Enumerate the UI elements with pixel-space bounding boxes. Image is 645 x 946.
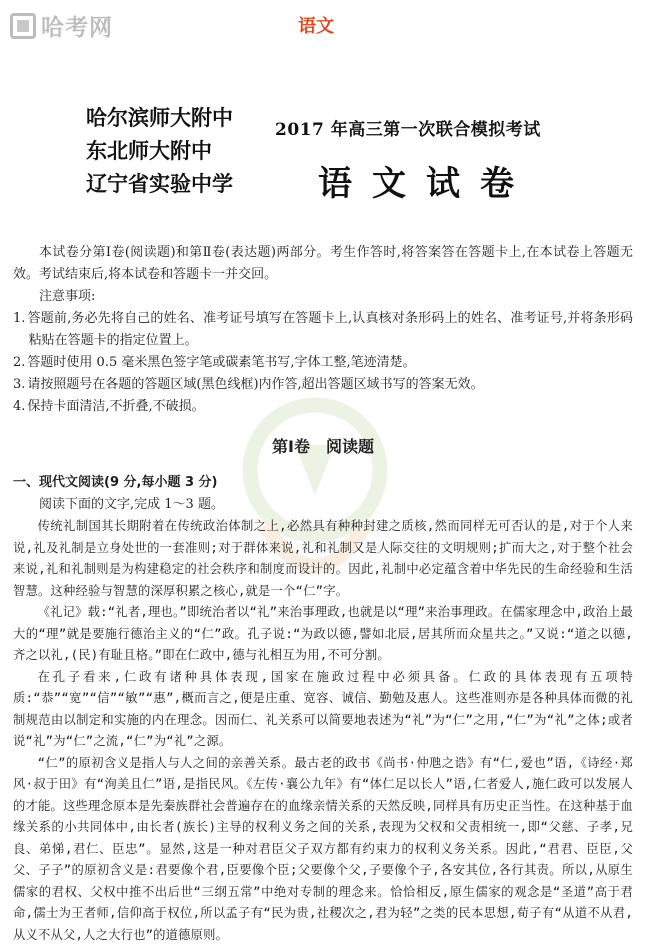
school-name: 哈尔滨师大附中: [86, 101, 233, 134]
note-item: [13, 396, 633, 418]
notes-list: [13, 308, 633, 418]
reading-paragraph: 传统礼制国其长期附着在传统政治体制之上,必然具有种种封建之质核,然而同样无可否认的是,对于个人来说,礼及礼制是立身处世的一套准则;对于群体来说,礼和礼制又是人际交往的文明规则;扩而大之,对于整个社会来说,礼和礼制则是为构建稳定的社会秩序和制度而设计的。因此,礼制中必定蕴含着中华先民的生命经验和生活智慧。这种经验与智慧的深厚积累之核心,就是一个“仁”字。: [13, 516, 633, 602]
note-item: [13, 352, 633, 374]
note-number: 2.: [13, 355, 25, 370]
note-number: 1.: [13, 311, 25, 326]
intro-paragraph: 本试卷分第Ⅰ卷(阅读题)和第Ⅱ卷(表达题)两部分。考生作答时,将答案答在答题卡上,在本试卷上答题无效。考试结束后,将本试卷和答题卡一并交回。: [13, 242, 633, 286]
school-name: 东北师大附中: [86, 134, 233, 167]
notes-heading: 注意事项:: [13, 286, 633, 308]
note-number: 4.: [13, 399, 25, 414]
site-header: [0, 0, 645, 46]
logo-icon: [10, 13, 36, 39]
note-text: 请按照题号在各题的答题区域(黑色线框)内作答,超出答题区域书写的答案无效。: [27, 377, 483, 392]
reading-paragraph: 在孔子看来,仁政有诸种具体表现,国家在施政过程中必须具备。仁政的具体表现有五项特质:“恭”“宽”“信”“敏”“惠”,概而言之,便是庄重、宽容、诚信、勤勉及惠人。这些准则亦是各种具体而微的礼制规范由以制定和实施的内在理念。因而仁、礼关系可以简要地表述为“礼”为“仁”之用,“仁”为“礼”之体;或者说“礼”为“仁”之流,“仁”为“礼”之源。: [13, 667, 633, 753]
part-title: 一、现代文阅读(9 分,每小题 3 分): [13, 472, 633, 494]
reading-paragraph: “仁”的原初含义是指人与人之间的亲善关系。最古老的政书《尚书·仲虺之诰》有“仁,爱也”语,《诗经·郑风·叔于田》有“洵美且仁”语,是指民风。《左传·襄公九年》有“体仁足以长人”语,仁者爱人,施仁政可以发展人的才能。这些理念原本是先秦族群社会普遍存在的血缘亲情关系的天然反映,同样具有历史正当性。在这种基于血缘关系的小共同体中,由长者(族长)主导的权利义务之间的关系,表现为父权和父责相统一,即“父慈、子孝,兄良、弟悌,君仁、臣忠”。显然,这是一种对君臣父子双方都有约束力的权利义务关系。因此,“君君、臣臣,父父、子子”的原初含义是:君要像个君,臣要像个臣;父要像个父,子要像个子,各安其位,各行其责。所以,从原生儒家的君权、父权中推不出后世“三纲五常”中绝对专制的理念来。恰恰相反,原生儒家的观念是“圣道”高于君命,儒士为王者师,信仰高于权位,所以孟子有“民为贵,社稷次之,君为轻”之类的民本思想,荀子有“从道不从君,从义不从父,人之大行也”的道德原则。: [13, 753, 633, 946]
reading-instruction: 阅读下面的文字,完成 1～3 题。: [13, 494, 633, 516]
document-body: [13, 242, 633, 946]
section-title: 第Ⅰ卷 阅读题: [13, 436, 633, 458]
school-name: 辽宁省实验中学: [86, 167, 233, 200]
note-text: 答题前,务必先将自己的姓名、准考证号填写在答题卡上,认真核对条形码上的姓名、准考证号,并将条形码粘贴在答题卡的指定位置上。: [27, 311, 633, 348]
logo-text: 哈考网: [41, 9, 113, 42]
paper-title: 语文试卷: [318, 156, 534, 205]
note-number: 3.: [13, 377, 25, 392]
note-text: 保持卡面清洁,不折叠,不破损。: [27, 399, 204, 414]
reading-paragraph: 《礼记》载:“礼者,理也。”即统治者以“礼”来治事理政,也就是以“理”来治事理政。在儒家理念中,政治上最大的“理”就是要施行德治主义的“仁”政。孔子说:“为政以德,譬如北辰,居其所而众星共之。”又说:“道之以德,齐之以礼,(民)有耻且格。”即在仁政中,德与礼相互为用,不可分割。: [13, 602, 633, 667]
note-item: [13, 374, 633, 396]
exam-name: 2017 年高三第一次联合模拟考试: [275, 115, 541, 140]
note-item: [13, 308, 633, 352]
note-text: 答题时使用 0.5 毫米黑色签字笔或碳素笔书写,字体工整,笔迹清楚。: [27, 355, 415, 370]
subject-label: 语文: [298, 12, 334, 38]
site-logo[interactable]: [10, 9, 113, 42]
school-list: [86, 101, 233, 200]
